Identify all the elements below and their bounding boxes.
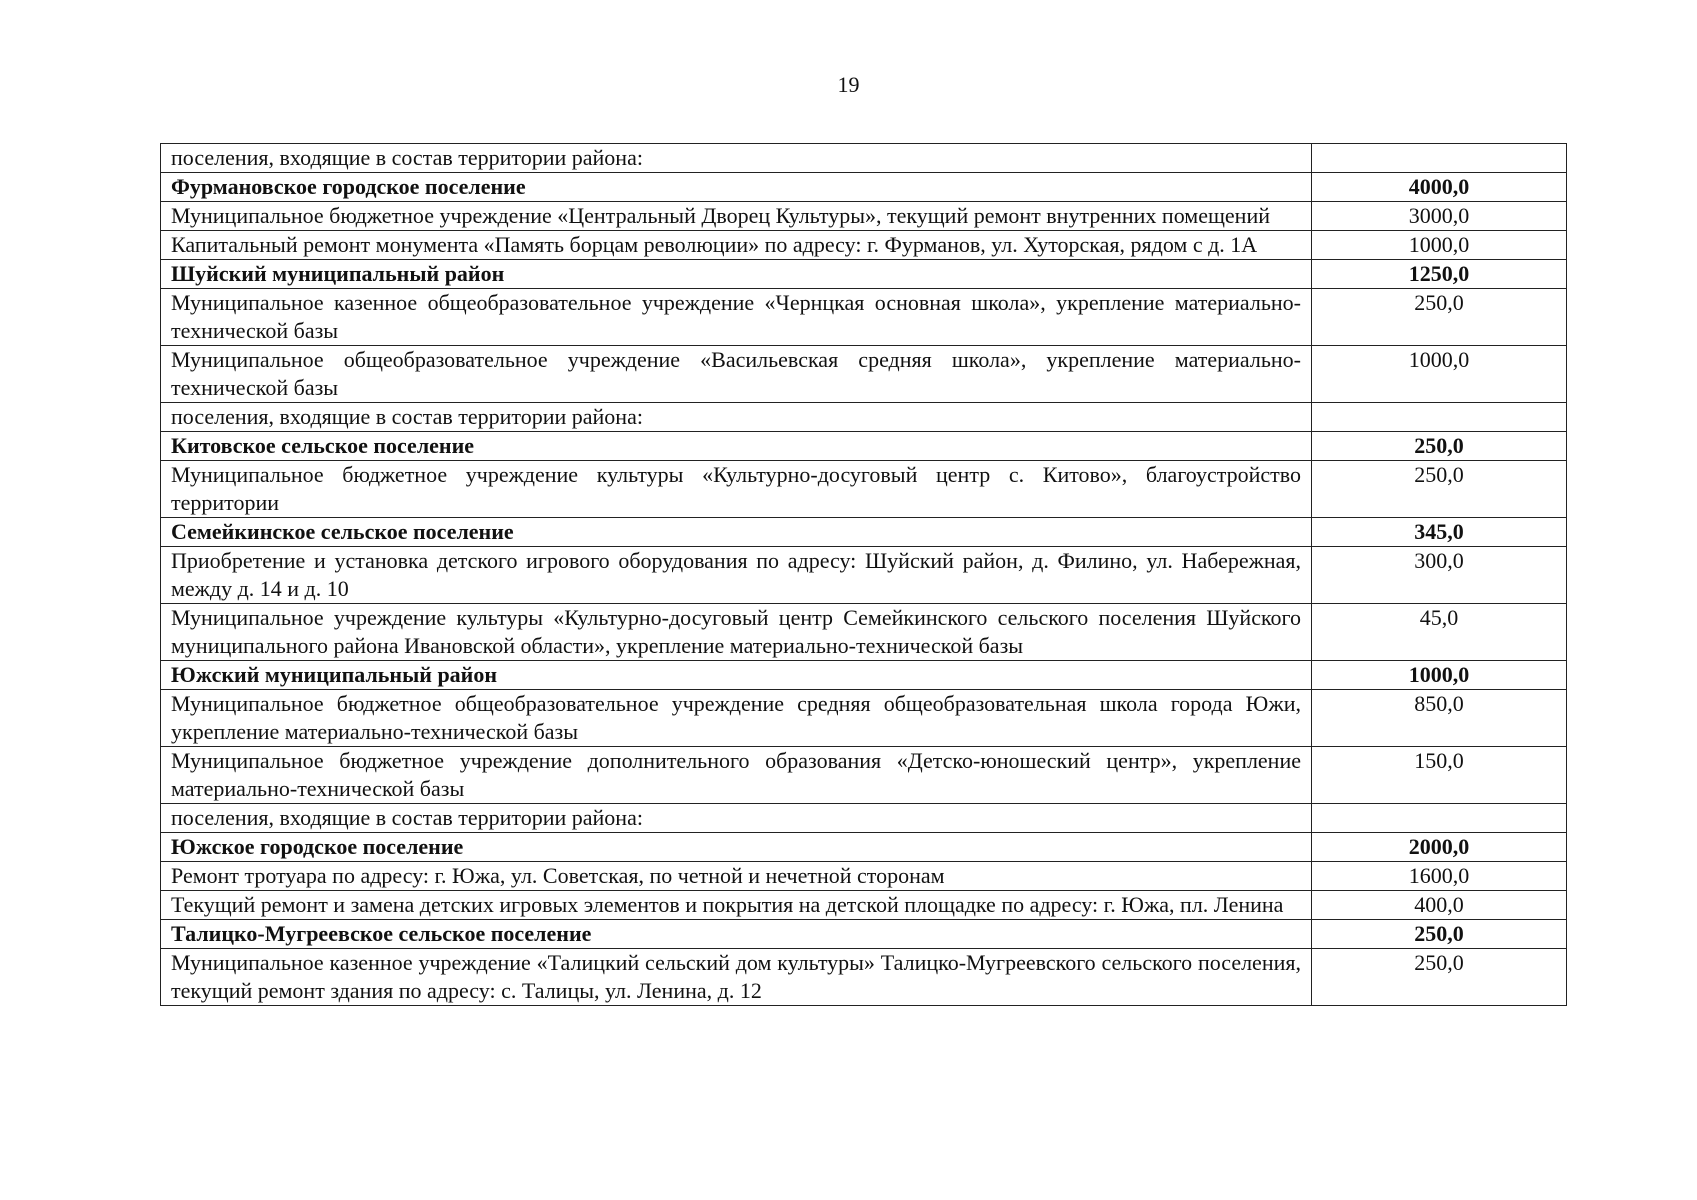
table-row — [161, 346, 1567, 403]
item-description: Муниципальное казенное общеобразовательное учреждение «Чернцкая основная школа», укрепление материально-технической базы — [161, 289, 1312, 346]
item-description: Муниципальное бюджетное общеобразовательное учреждение средняя общеобразовательная школа города Южи, укрепление материально-технической базы — [161, 690, 1312, 747]
section-total: 250,0 — [1312, 920, 1567, 949]
item-amount: 400,0 — [1312, 891, 1567, 920]
table-row — [161, 862, 1567, 891]
item-description: поселения, входящие в состав территории района: — [161, 403, 1312, 432]
table-row — [161, 202, 1567, 231]
section-total: 1000,0 — [1312, 661, 1567, 690]
item-amount: 250,0 — [1312, 461, 1567, 518]
item-amount: 850,0 — [1312, 690, 1567, 747]
section-title: Семейкинское сельское поселение — [161, 518, 1312, 547]
section-header-row — [161, 833, 1567, 862]
item-amount — [1312, 144, 1567, 173]
item-amount: 45,0 — [1312, 604, 1567, 661]
allocation-table — [160, 143, 1567, 1006]
item-amount: 150,0 — [1312, 747, 1567, 804]
section-total: 250,0 — [1312, 432, 1567, 461]
item-amount: 1000,0 — [1312, 346, 1567, 403]
table-row — [161, 144, 1567, 173]
item-description: Муниципальное казенное учреждение «Талицкий сельский дом культуры» Талицко-Мугреевского сельского поселения, текущий ремонт здания по адресу: с. Талицы, ул. Ленина, д. 12 — [161, 949, 1312, 1006]
section-header-row — [161, 260, 1567, 289]
section-total: 1250,0 — [1312, 260, 1567, 289]
table-row — [161, 547, 1567, 604]
table-row — [161, 231, 1567, 260]
section-header-row — [161, 518, 1567, 547]
section-title: Южский муниципальный район — [161, 661, 1312, 690]
item-amount: 300,0 — [1312, 547, 1567, 604]
item-description: Муниципальное бюджетное учреждение дополнительного образования «Детско-юношеский центр», укрепление материально-технической базы — [161, 747, 1312, 804]
item-description: Приобретение и установка детского игрового оборудования по адресу: Шуйский район, д. Филино, ул. Набережная, между д. 14 и д. 10 — [161, 547, 1312, 604]
table-row — [161, 604, 1567, 661]
item-amount: 3000,0 — [1312, 202, 1567, 231]
item-amount — [1312, 403, 1567, 432]
item-description: поселения, входящие в состав территории района: — [161, 804, 1312, 833]
item-amount: 250,0 — [1312, 949, 1567, 1006]
item-description: Ремонт тротуара по адресу: г. Южа, ул. Советская, по четной и нечетной сторонам — [161, 862, 1312, 891]
section-title: Шуйский муниципальный район — [161, 260, 1312, 289]
item-description: поселения, входящие в состав территории района: — [161, 144, 1312, 173]
section-total: 2000,0 — [1312, 833, 1567, 862]
section-title: Талицко-Мугреевское сельское поселение — [161, 920, 1312, 949]
table-row — [161, 289, 1567, 346]
table-row — [161, 690, 1567, 747]
section-title: Китовское сельское поселение — [161, 432, 1312, 461]
section-header-row — [161, 661, 1567, 690]
table-row — [161, 891, 1567, 920]
item-amount: 1000,0 — [1312, 231, 1567, 260]
item-amount — [1312, 804, 1567, 833]
section-total: 345,0 — [1312, 518, 1567, 547]
table-row — [161, 461, 1567, 518]
item-description: Муниципальное учреждение культуры «Культурно-досуговый центр Семейкинского сельского поселения Шуйского муниципального района Ивановской области», укрепление материально-технической базы — [161, 604, 1312, 661]
table-row — [161, 747, 1567, 804]
table-row — [161, 403, 1567, 432]
item-description: Муниципальное бюджетное учреждение культуры «Культурно-досуговый центр с. Китово», благоустройство территории — [161, 461, 1312, 518]
table-row — [161, 804, 1567, 833]
item-amount: 1600,0 — [1312, 862, 1567, 891]
section-title: Фурмановское городское поселение — [161, 173, 1312, 202]
page-number: 19 — [837, 72, 860, 97]
section-title: Южское городское поселение — [161, 833, 1312, 862]
item-description: Муниципальное общеобразовательное учреждение «Васильевская средняя школа», укрепление материально-технической базы — [161, 346, 1312, 403]
section-header-row — [161, 432, 1567, 461]
section-header-row — [161, 173, 1567, 202]
item-description: Муниципальное бюджетное учреждение «Центральный Дворец Культуры», текущий ремонт внутренних помещений — [161, 202, 1312, 231]
item-description: Текущий ремонт и замена детских игровых элементов и покрытия на детской площадке по адресу: г. Южа, пл. Ленина — [161, 891, 1312, 920]
section-header-row — [161, 920, 1567, 949]
section-total: 4000,0 — [1312, 173, 1567, 202]
table-body — [161, 144, 1567, 1006]
item-description: Капитальный ремонт монумента «Память борцам революции» по адресу: г. Фурманов, ул. Хуторская, рядом с д. 1А — [161, 231, 1312, 260]
item-amount: 250,0 — [1312, 289, 1567, 346]
table-row — [161, 949, 1567, 1006]
